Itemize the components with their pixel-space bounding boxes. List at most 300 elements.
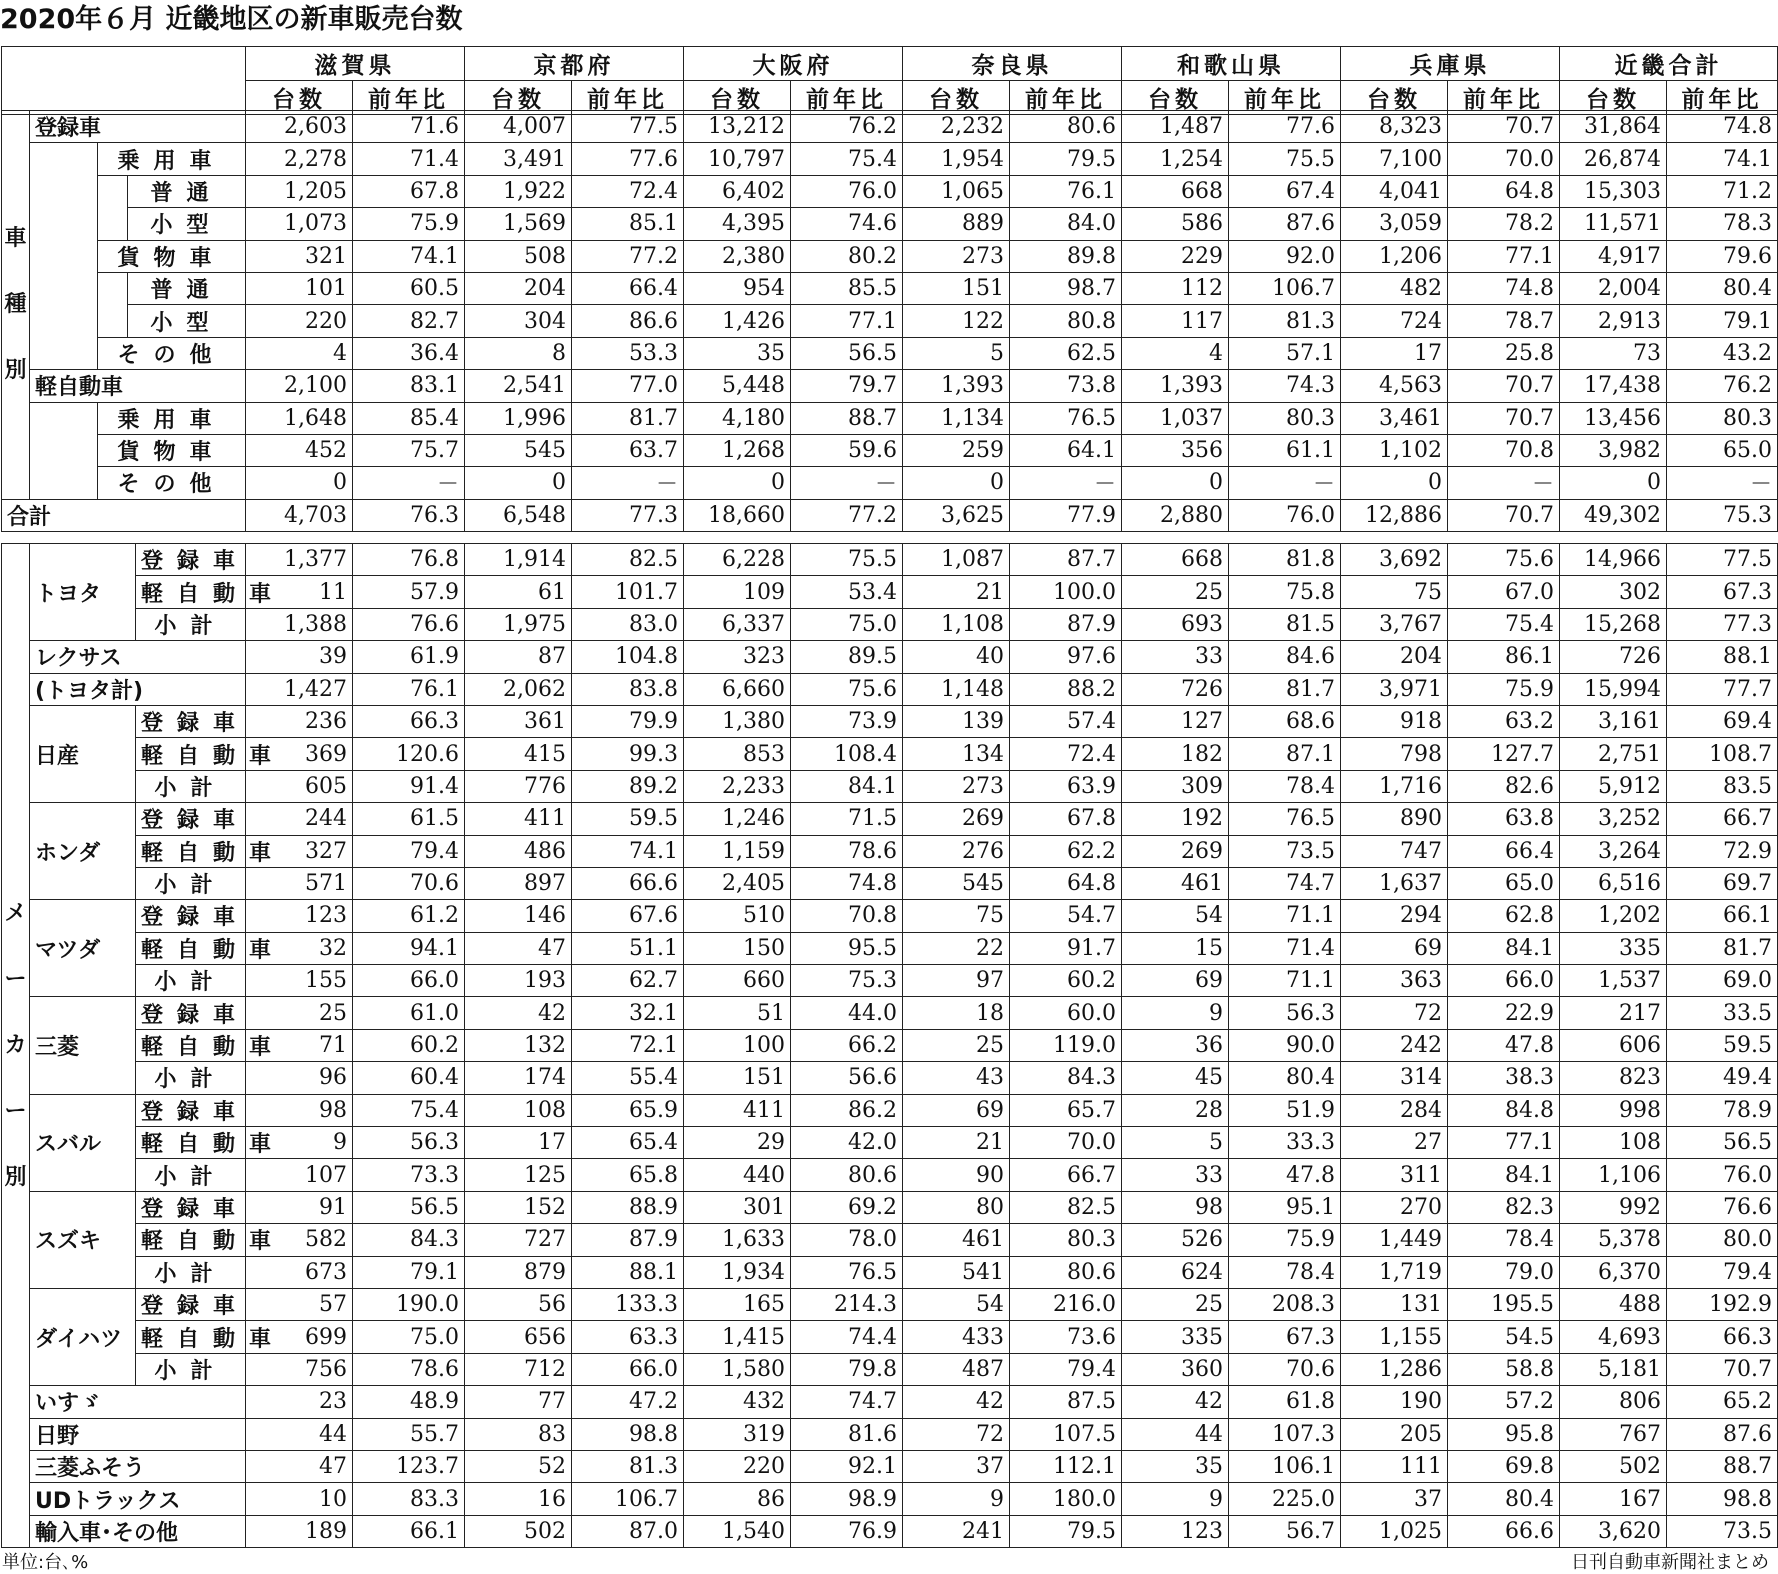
ratio-cell: 66.0 xyxy=(1448,965,1560,997)
count-cell: 11,571 xyxy=(1560,208,1667,240)
count-cell: 134 xyxy=(903,738,1010,770)
count-cell: 668 xyxy=(1122,175,1229,207)
ratio-cell: 66.0 xyxy=(572,1353,684,1385)
ratio-cell: 61.5 xyxy=(353,803,465,835)
row-label: 小型 xyxy=(128,208,246,240)
count-cell: 2,913 xyxy=(1560,305,1667,337)
count-cell: 0 xyxy=(465,467,572,499)
ratio-cell: 76.5 xyxy=(791,1256,903,1288)
ratio-cell: 58.8 xyxy=(1448,1353,1560,1385)
count-cell: 35 xyxy=(1122,1450,1229,1482)
sub-label: 軽自動車 xyxy=(136,738,246,770)
ratio-cell: 76.0 xyxy=(1667,1159,1778,1191)
count-cell: 51 xyxy=(684,997,791,1029)
count-cell: 9 xyxy=(903,1483,1010,1515)
count-cell: 1,996 xyxy=(465,402,572,434)
count-cell: 4,703 xyxy=(246,499,353,531)
count-cell: 582 xyxy=(246,1224,353,1256)
ratio-header: 前年比 xyxy=(1448,81,1560,115)
ratio-cell: 66.7 xyxy=(1010,1159,1122,1191)
sub-label: 小計 xyxy=(136,1256,246,1288)
ratio-cell: 32.1 xyxy=(572,997,684,1029)
count-cell: 1,637 xyxy=(1341,867,1448,899)
ratio-cell: 87.5 xyxy=(1010,1386,1122,1418)
table-row xyxy=(2,641,1778,673)
count-cell: 4 xyxy=(1122,337,1229,369)
ratio-cell: 87.1 xyxy=(1229,738,1341,770)
ratio-header: 前年比 xyxy=(791,81,903,115)
count-cell: 4,395 xyxy=(684,208,791,240)
count-cell: 1,206 xyxy=(1341,240,1448,272)
table-row xyxy=(2,240,1778,272)
row-label: その他 xyxy=(98,467,246,499)
ratio-cell: 76.1 xyxy=(353,673,465,705)
count-cell: 54 xyxy=(1122,900,1229,932)
count-cell: 1,914 xyxy=(465,544,572,576)
count-cell: 69 xyxy=(1122,965,1229,997)
count-cell: 668 xyxy=(1122,544,1229,576)
count-cell: 3,625 xyxy=(903,499,1010,531)
count-cell: 229 xyxy=(1122,240,1229,272)
ratio-cell: 75.4 xyxy=(1448,608,1560,640)
table-row xyxy=(2,576,1778,608)
ratio-cell: 89.5 xyxy=(791,641,903,673)
ratio-cell: 77.3 xyxy=(1667,608,1778,640)
count-cell: 269 xyxy=(1122,835,1229,867)
ratio-cell: － xyxy=(1229,467,1341,499)
table-row xyxy=(2,467,1778,499)
count-cell: 1,580 xyxy=(684,1353,791,1385)
ratio-cell: 80.0 xyxy=(1667,1224,1778,1256)
count-cell: 776 xyxy=(465,770,572,802)
table-row xyxy=(2,111,1778,143)
count-cell: 502 xyxy=(465,1515,572,1547)
table-row xyxy=(2,337,1778,369)
count-cell: 37 xyxy=(903,1450,1010,1482)
region-header: 京都府 xyxy=(465,47,684,81)
ratio-cell: 70.7 xyxy=(1667,1353,1778,1385)
count-cell: 25 xyxy=(1122,1288,1229,1320)
count-cell: 1,106 xyxy=(1560,1159,1667,1191)
ratio-cell: 84.1 xyxy=(1448,1159,1560,1191)
count-cell: 321 xyxy=(246,240,353,272)
count-cell: 27 xyxy=(1341,1127,1448,1159)
count-cell: 69 xyxy=(1341,932,1448,964)
ratio-cell: 48.9 xyxy=(353,1386,465,1418)
count-cell: 1,102 xyxy=(1341,434,1448,466)
ratio-cell: 77.1 xyxy=(791,305,903,337)
count-cell: 3,461 xyxy=(1341,402,1448,434)
count-cell: 151 xyxy=(684,1062,791,1094)
indent-cell xyxy=(98,175,128,240)
ratio-cell: 80.4 xyxy=(1667,272,1778,304)
ratio-cell: 62.8 xyxy=(1448,900,1560,932)
indent-cell xyxy=(98,272,128,337)
ratio-cell: 76.1 xyxy=(1010,175,1122,207)
ratio-cell: 100.0 xyxy=(1010,576,1122,608)
sub-label: 登録車 xyxy=(136,803,246,835)
sub-label: 登録車 xyxy=(136,1094,246,1126)
ratio-header: 前年比 xyxy=(1229,81,1341,115)
ratio-cell: 77.1 xyxy=(1448,1127,1560,1159)
count-cell: 11 xyxy=(246,576,353,608)
count-cell: 998 xyxy=(1560,1094,1667,1126)
count-cell: 6,660 xyxy=(684,673,791,705)
ratio-cell: 77.9 xyxy=(1010,499,1122,531)
ratio-cell: 112.1 xyxy=(1010,1450,1122,1482)
sub-label: 小計 xyxy=(136,1353,246,1385)
sub-label: 軽自動車 xyxy=(136,835,246,867)
ratio-cell: 78.0 xyxy=(791,1224,903,1256)
sub-label: 軽自動車 xyxy=(136,1029,246,1061)
ratio-cell: 77.7 xyxy=(1667,673,1778,705)
maker-name: 三菱 xyxy=(30,997,136,1094)
ratio-cell: 67.4 xyxy=(1229,175,1341,207)
page-title: 2020年６月 近畿地区の新車販売台数 xyxy=(0,4,463,35)
ratio-cell: 69.0 xyxy=(1667,965,1778,997)
count-cell: 0 xyxy=(903,467,1010,499)
ratio-cell: 76.8 xyxy=(353,544,465,576)
count-cell: 1,073 xyxy=(246,208,353,240)
ratio-cell: 82.5 xyxy=(572,544,684,576)
count-cell: 508 xyxy=(465,240,572,272)
ratio-cell: 89.2 xyxy=(572,770,684,802)
row-label: 普通 xyxy=(128,272,246,304)
ratio-cell: 70.6 xyxy=(1229,1353,1341,1385)
count-cell: 18,660 xyxy=(684,499,791,531)
ratio-cell: 80.3 xyxy=(1010,1224,1122,1256)
count-cell: 16 xyxy=(465,1483,572,1515)
count-cell: 1,246 xyxy=(684,803,791,835)
count-cell: 112 xyxy=(1122,272,1229,304)
count-cell: 3,161 xyxy=(1560,705,1667,737)
ratio-cell: 74.1 xyxy=(353,240,465,272)
count-cell: 150 xyxy=(684,932,791,964)
region-header: 和歌山県 xyxy=(1122,47,1341,81)
count-cell: 259 xyxy=(903,434,1010,466)
ratio-cell: 43.2 xyxy=(1667,337,1778,369)
ratio-cell: 91.7 xyxy=(1010,932,1122,964)
ratio-cell: 64.8 xyxy=(1010,867,1122,899)
ratio-cell: 47.2 xyxy=(572,1386,684,1418)
ratio-cell: 75.5 xyxy=(791,544,903,576)
ratio-cell: 63.8 xyxy=(1448,803,1560,835)
ratio-cell: 56.5 xyxy=(353,1191,465,1223)
ratio-cell: 98.7 xyxy=(1010,272,1122,304)
count-cell: 726 xyxy=(1122,673,1229,705)
count-cell: 2,405 xyxy=(684,867,791,899)
count-cell: 488 xyxy=(1560,1288,1667,1320)
count-cell: 15,303 xyxy=(1560,175,1667,207)
count-cell: 86 xyxy=(684,1483,791,1515)
ratio-cell: 190.0 xyxy=(353,1288,465,1320)
ratio-cell: 80.6 xyxy=(1010,111,1122,143)
row-label: 軽自動車 xyxy=(30,370,246,402)
count-cell: 107 xyxy=(246,1159,353,1191)
ratio-cell: 74.4 xyxy=(791,1321,903,1353)
ratio-cell: 70.8 xyxy=(791,900,903,932)
count-cell: 1,426 xyxy=(684,305,791,337)
count-cell: 502 xyxy=(1560,1450,1667,1482)
count-cell: 323 xyxy=(684,641,791,673)
ratio-cell: 88.9 xyxy=(572,1191,684,1223)
sub-label: 小計 xyxy=(136,608,246,640)
ratio-cell: － xyxy=(1448,467,1560,499)
sub-label: 登録車 xyxy=(136,900,246,932)
count-cell: 294 xyxy=(1341,900,1448,932)
ratio-cell: 76.5 xyxy=(1229,803,1341,835)
ratio-cell: 79.1 xyxy=(1667,305,1778,337)
ratio-cell: 85.1 xyxy=(572,208,684,240)
table-row xyxy=(2,705,1778,737)
ratio-cell: 71.4 xyxy=(353,143,465,175)
ratio-cell: 75.3 xyxy=(1667,499,1778,531)
sub-label: 登録車 xyxy=(136,544,246,576)
ratio-cell: 71.4 xyxy=(1229,932,1341,964)
ratio-cell: 67.0 xyxy=(1448,576,1560,608)
table-row xyxy=(2,932,1778,964)
count-cell: 9 xyxy=(1122,1483,1229,1515)
count-cell: 35 xyxy=(684,337,791,369)
sub-label: 登録車 xyxy=(136,997,246,1029)
sub-label: 軽自動車 xyxy=(136,1224,246,1256)
ratio-cell: 74.6 xyxy=(791,208,903,240)
ratio-cell: 63.2 xyxy=(1448,705,1560,737)
ratio-cell: 71.1 xyxy=(1229,965,1341,997)
ratio-cell: 76.3 xyxy=(353,499,465,531)
count-cell: 56 xyxy=(465,1288,572,1320)
ratio-cell: 98.9 xyxy=(791,1483,903,1515)
count-cell: 174 xyxy=(465,1062,572,1094)
count-cell: 8,323 xyxy=(1341,111,1448,143)
ratio-cell: 88.1 xyxy=(1667,641,1778,673)
count-cell: 1,487 xyxy=(1122,111,1229,143)
ratio-cell: 83.1 xyxy=(353,370,465,402)
ratio-cell: 74.8 xyxy=(1448,272,1560,304)
ratio-cell: 70.0 xyxy=(1448,143,1560,175)
count-cell: 1,202 xyxy=(1560,900,1667,932)
count-cell: 127 xyxy=(1122,705,1229,737)
count-cell: 123 xyxy=(246,900,353,932)
count-cell: 83 xyxy=(465,1418,572,1450)
ratio-cell: 101.7 xyxy=(572,576,684,608)
table-row xyxy=(2,1256,1778,1288)
ratio-cell: 66.6 xyxy=(1448,1515,1560,1547)
ratio-cell: 66.4 xyxy=(572,272,684,304)
count-cell: 117 xyxy=(1122,305,1229,337)
count-cell: 42 xyxy=(1122,1386,1229,1418)
ratio-cell: 61.1 xyxy=(1229,434,1341,466)
ratio-cell: 66.4 xyxy=(1448,835,1560,867)
ratio-cell: 108.7 xyxy=(1667,738,1778,770)
count-cell: 660 xyxy=(684,965,791,997)
ratio-cell: 56.3 xyxy=(353,1127,465,1159)
count-cell: 6,402 xyxy=(684,175,791,207)
count-cell: 12,886 xyxy=(1341,499,1448,531)
count-cell: 1,108 xyxy=(903,608,1010,640)
table-row xyxy=(2,965,1778,997)
count-cell: 96 xyxy=(246,1062,353,1094)
count-cell: 37 xyxy=(1341,1483,1448,1515)
vehicle-type-table xyxy=(1,110,1778,532)
count-cell: 605 xyxy=(246,770,353,802)
ratio-cell: 33.3 xyxy=(1229,1127,1341,1159)
count-cell: 3,620 xyxy=(1560,1515,1667,1547)
count-cell: 1,954 xyxy=(903,143,1010,175)
count-cell: 2,062 xyxy=(465,673,572,705)
ratio-cell: 82.3 xyxy=(1448,1191,1560,1223)
count-cell: 0 xyxy=(246,467,353,499)
count-cell: 165 xyxy=(684,1288,791,1320)
ratio-cell: 65.7 xyxy=(1010,1094,1122,1126)
count-cell: 4,041 xyxy=(1341,175,1448,207)
count-cell: 45 xyxy=(1122,1062,1229,1094)
table-row xyxy=(2,370,1778,402)
table-row xyxy=(2,1191,1778,1223)
ratio-cell: 65.8 xyxy=(572,1159,684,1191)
count-cell: 314 xyxy=(1341,1062,1448,1094)
count-cell: 4,180 xyxy=(684,402,791,434)
count-cell: 1,415 xyxy=(684,1321,791,1353)
section-label-maker: メ ー カ ー 別 xyxy=(2,544,30,1548)
row-label: 合計 xyxy=(2,499,246,531)
ratio-cell: 75.3 xyxy=(791,965,903,997)
count-cell: 151 xyxy=(903,272,1010,304)
count-cell: 889 xyxy=(903,208,1010,240)
ratio-cell: 70.0 xyxy=(1010,1127,1122,1159)
count-cell: 369 xyxy=(246,738,353,770)
count-cell: 1,393 xyxy=(903,370,1010,402)
count-cell: 146 xyxy=(465,900,572,932)
sub-label: 登録車 xyxy=(136,1191,246,1223)
ratio-cell: 107.5 xyxy=(1010,1418,1122,1450)
ratio-cell: 62.7 xyxy=(572,965,684,997)
table-row xyxy=(2,1288,1778,1320)
region-header: 奈良県 xyxy=(903,47,1122,81)
count-cell: 1,427 xyxy=(246,673,353,705)
count-cell: 47 xyxy=(246,1450,353,1482)
count-cell: 823 xyxy=(1560,1062,1667,1094)
count-cell: 5,448 xyxy=(684,370,791,402)
count-cell: 47 xyxy=(465,932,572,964)
count-cell: 411 xyxy=(465,803,572,835)
ratio-cell: 77.5 xyxy=(1667,544,1778,576)
ratio-cell: 119.0 xyxy=(1010,1029,1122,1061)
ratio-cell: 87.6 xyxy=(1667,1418,1778,1450)
count-cell: 167 xyxy=(1560,1483,1667,1515)
ratio-cell: 76.5 xyxy=(1010,402,1122,434)
ratio-cell: 57.1 xyxy=(1229,337,1341,369)
count-cell: 5 xyxy=(1122,1127,1229,1159)
count-cell: 1,037 xyxy=(1122,402,1229,434)
ratio-cell: 75.4 xyxy=(353,1094,465,1126)
ratio-cell: 73.9 xyxy=(791,705,903,737)
ratio-cell: 49.4 xyxy=(1667,1062,1778,1094)
count-cell: 5,378 xyxy=(1560,1224,1667,1256)
ratio-cell: 56.6 xyxy=(791,1062,903,1094)
table-row xyxy=(2,1483,1778,1515)
ratio-cell: 60.5 xyxy=(353,272,465,304)
count-cell: 10,797 xyxy=(684,143,791,175)
count-cell: 241 xyxy=(903,1515,1010,1547)
count-cell: 57 xyxy=(246,1288,353,1320)
count-cell: 49,302 xyxy=(1560,499,1667,531)
ratio-cell: 54.7 xyxy=(1010,900,1122,932)
count-cell: 273 xyxy=(903,240,1010,272)
maker-name: 日産 xyxy=(30,705,136,802)
ratio-cell: 51.9 xyxy=(1229,1094,1341,1126)
row-label: 登録車 xyxy=(30,111,246,143)
ratio-cell: 38.3 xyxy=(1448,1062,1560,1094)
ratio-cell: 88.7 xyxy=(791,402,903,434)
ratio-cell: 56.7 xyxy=(1229,1515,1341,1547)
ratio-cell: 65.0 xyxy=(1448,867,1560,899)
ratio-cell: 82.6 xyxy=(1448,770,1560,802)
table-row xyxy=(2,1094,1778,1126)
ratio-cell: 79.7 xyxy=(791,370,903,402)
ratio-cell: 78.4 xyxy=(1229,770,1341,802)
ratio-header: 前年比 xyxy=(1667,81,1778,115)
count-cell: 461 xyxy=(903,1224,1010,1256)
ratio-cell: 81.6 xyxy=(791,1418,903,1450)
ratio-cell: 74.3 xyxy=(1229,370,1341,402)
count-cell: 853 xyxy=(684,738,791,770)
count-cell: 72 xyxy=(903,1418,1010,1450)
sub-label: 軽自動車 xyxy=(136,1127,246,1159)
ratio-cell: 61.9 xyxy=(353,641,465,673)
region-header-row xyxy=(2,47,1778,81)
count-cell: 302 xyxy=(1560,576,1667,608)
count-cell: 0 xyxy=(684,467,791,499)
ratio-cell: 106.7 xyxy=(572,1483,684,1515)
ratio-cell: － xyxy=(791,467,903,499)
table-row xyxy=(2,544,1778,576)
count-cell: 712 xyxy=(465,1353,572,1385)
count-cell: 10 xyxy=(246,1483,353,1515)
ratio-cell: 208.3 xyxy=(1229,1288,1341,1320)
count-cell: 17 xyxy=(1341,337,1448,369)
ratio-cell: 81.3 xyxy=(572,1450,684,1482)
table-row xyxy=(2,900,1778,932)
count-cell: 220 xyxy=(684,1450,791,1482)
region-header: 滋賀県 xyxy=(246,47,465,81)
ratio-cell: 92.0 xyxy=(1229,240,1341,272)
count-header: 台数 xyxy=(465,81,572,115)
ratio-cell: 108.4 xyxy=(791,738,903,770)
ratio-cell: 56.5 xyxy=(1667,1127,1778,1159)
count-cell: 9 xyxy=(246,1127,353,1159)
count-cell: 14,966 xyxy=(1560,544,1667,576)
count-cell: 1,569 xyxy=(465,208,572,240)
count-cell: 15,268 xyxy=(1560,608,1667,640)
count-cell: 798 xyxy=(1341,738,1448,770)
ratio-cell: 133.3 xyxy=(572,1288,684,1320)
count-cell: 879 xyxy=(465,1256,572,1288)
ratio-cell: 78.6 xyxy=(353,1353,465,1385)
count-cell: 360 xyxy=(1122,1353,1229,1385)
ratio-cell: 44.0 xyxy=(791,997,903,1029)
ratio-cell: 216.0 xyxy=(1010,1288,1122,1320)
ratio-cell: 55.7 xyxy=(353,1418,465,1450)
ratio-cell: 67.3 xyxy=(1229,1321,1341,1353)
ratio-cell: 73.5 xyxy=(1667,1515,1778,1547)
count-cell: 13,212 xyxy=(684,111,791,143)
ratio-cell: 63.9 xyxy=(1010,770,1122,802)
count-cell: 2,278 xyxy=(246,143,353,175)
ratio-cell: 73.8 xyxy=(1010,370,1122,402)
ratio-cell: 53.3 xyxy=(572,337,684,369)
ratio-cell: 77.1 xyxy=(1448,240,1560,272)
